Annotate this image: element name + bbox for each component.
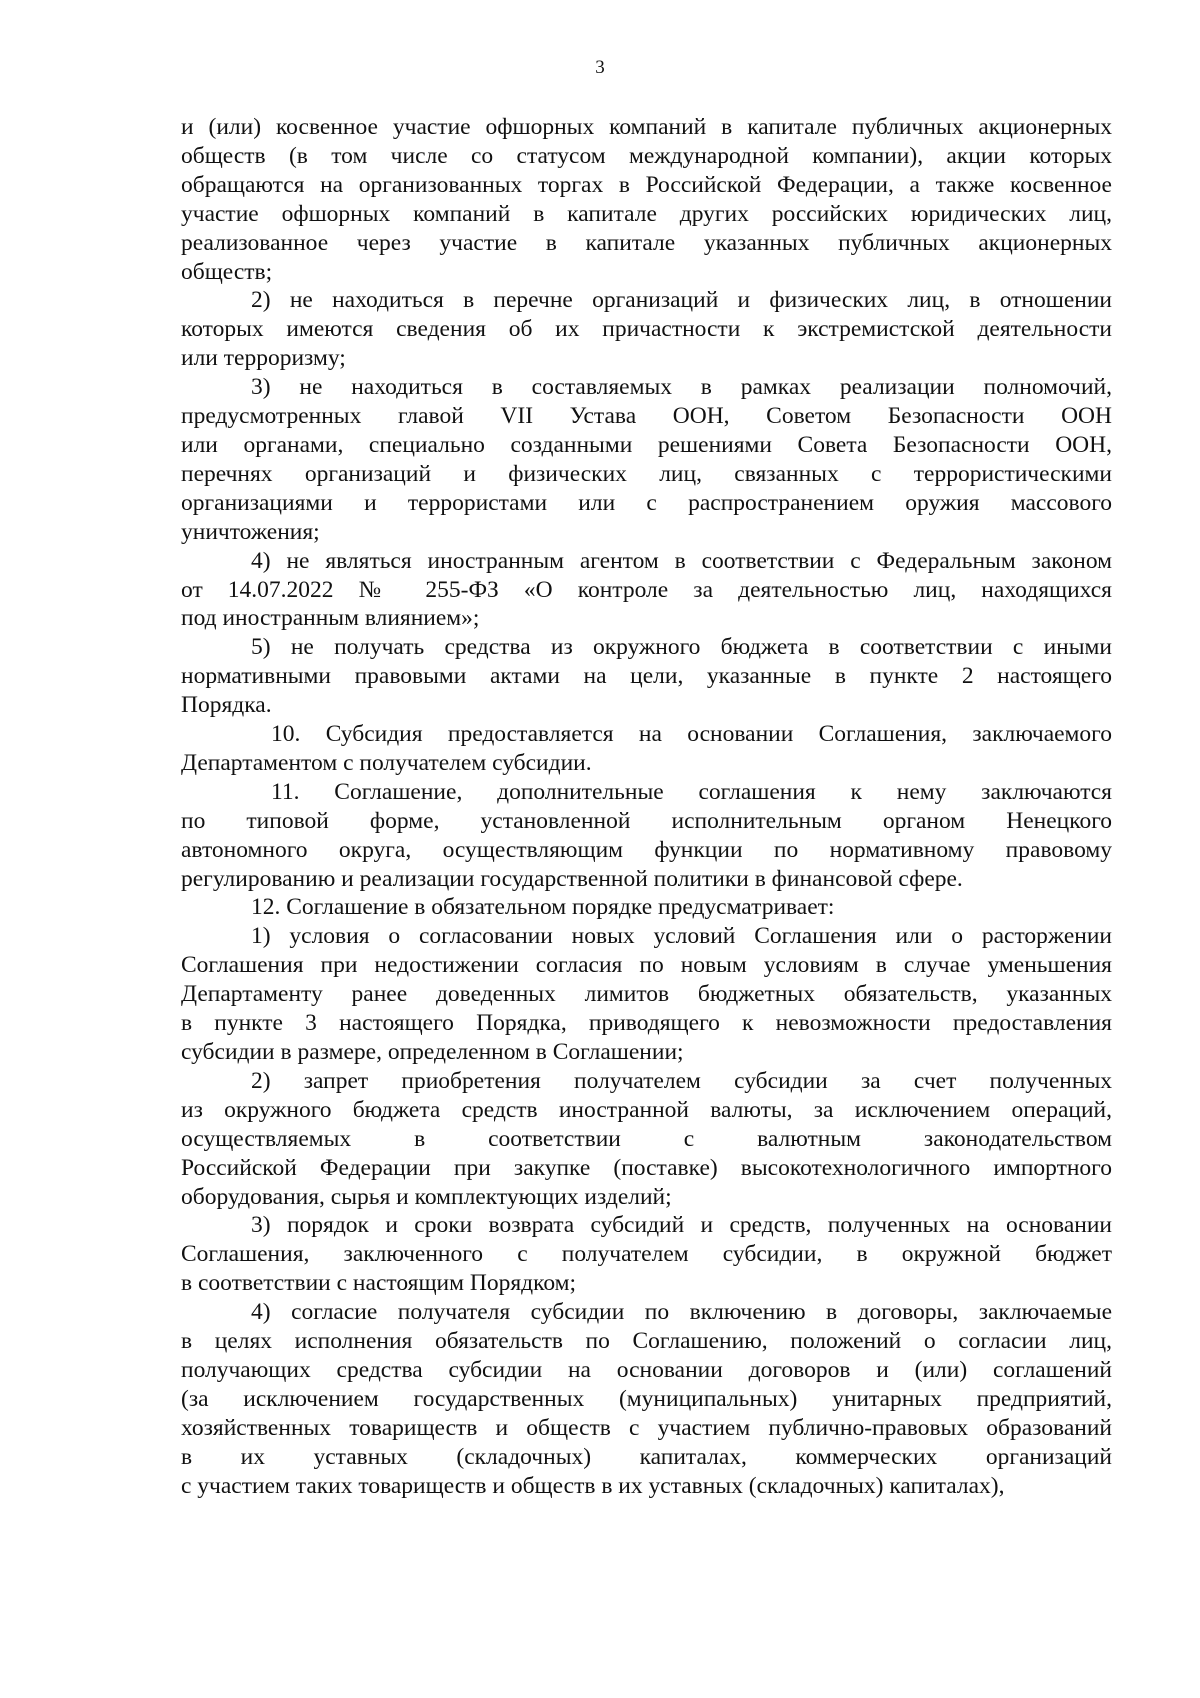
- text-line: или терроризму;: [181, 345, 346, 372]
- text-line: субсидии в размере, определенном в Соглашении;: [181, 1039, 684, 1065]
- document-body: [181, 113, 1112, 1501]
- paragraph: [181, 778, 1112, 894]
- paragraph: [181, 720, 1112, 778]
- text-line: участие офшорных компаний в капитале других российских юридических лиц,: [181, 200, 1112, 227]
- text-line: (за исключением государственных (муниципальных) унитарных предприятий,: [181, 1385, 1112, 1412]
- text-line: Соглашения, заключенного с получателем субсидии, в окружной бюджет: [181, 1241, 1112, 1268]
- text-line: 5) не получать средства из окружного бюджета в соответствии с иными: [251, 634, 1112, 661]
- paragraph: [181, 1067, 1112, 1212]
- text-line: осуществляемых в соответствии с валютным законодательством: [181, 1125, 1112, 1152]
- text-line: в пункте 3 настоящего Порядка, приводящего к невозможности предоставления: [181, 1010, 1112, 1037]
- text-line: по типовой форме, установленной исполнительным органом Ненецкого: [181, 807, 1112, 834]
- text-line: 2) не находиться в перечне организаций и физических лиц, в отношении: [251, 287, 1112, 314]
- paragraph: [181, 922, 1112, 1067]
- text-line: хозяйственных товариществ и обществ с участием публично-правовых образований: [181, 1414, 1112, 1441]
- text-line: регулированию и реализации государственной политики в финансовой сфере.: [181, 865, 963, 892]
- text-line: Российской Федерации при закупке (поставке) высокотехнологичного импортного: [181, 1154, 1112, 1181]
- text-line: уничтожения;: [181, 518, 320, 545]
- paragraph: [181, 1298, 1112, 1500]
- text-line: организациями и террористами или с распространением оружия массового: [181, 489, 1112, 516]
- text-line: перечнях организаций и физических лиц, связанных с террористическими: [181, 460, 1112, 487]
- text-line: в соответствии с настоящим Порядком;: [181, 1270, 577, 1297]
- paragraph: [181, 633, 1112, 720]
- text-line: под иностранным влиянием»;: [181, 605, 480, 632]
- paragraph: [181, 286, 1112, 373]
- text-line: в их уставных (складочных) капиталах, коммерческих организаций: [181, 1443, 1112, 1470]
- text-line: 4) не являться иностранным агентом в соответствии с Федеральным законом: [251, 547, 1112, 574]
- text-line: обращаются на организованных торгах в Российской Федерации, а также косвенное: [181, 171, 1112, 198]
- text-line: 12. Соглашение в обязательном порядке предусматривает:: [251, 894, 835, 921]
- text-line: или органами, специально созданными решениями Совета Безопасности ООН,: [181, 431, 1112, 458]
- text-line: получающих средства субсидии на основании договоров и (или) соглашений: [181, 1356, 1112, 1383]
- text-line: 3) не находиться в составляемых в рамках реализации полномочий,: [251, 374, 1112, 401]
- text-line: 4) согласие получателя субсидии по включению в договоры, заключаемые: [251, 1299, 1112, 1326]
- text-line: Департаменту ранее доведенных лимитов бюджетных обязательств, указанных: [181, 981, 1112, 1008]
- text-line: 3) порядок и сроки возврата субсидий и средств, полученных на основании: [251, 1212, 1112, 1239]
- text-line: 11. Соглашение, дополнительные соглашения к нему заключаются: [271, 778, 1112, 805]
- text-line: из окружного бюджета средств иностранной валюты, за исключением операций,: [181, 1096, 1112, 1123]
- text-line: нормативными правовыми актами на цели, указанные в пункте 2 настоящего: [181, 663, 1112, 690]
- paragraph: [181, 547, 1112, 634]
- text-line: с участием таких товариществ и обществ в их уставных (складочных) капиталах),: [181, 1472, 1005, 1499]
- text-line: обществ (в том числе со статусом международной компании), акции которых: [181, 142, 1112, 169]
- text-line: Департаментом с получателем субсидии.: [181, 749, 592, 776]
- text-line: в целях исполнения обязательств по Соглашению, положений о согласии лиц,: [181, 1328, 1112, 1355]
- text-line: и (или) косвенное участие офшорных компаний в капитале публичных акционерных: [181, 114, 1112, 140]
- text-line: 10. Субсидия предоставляется на основании Соглашения, заключаемого: [271, 721, 1112, 748]
- paragraph: [181, 113, 1112, 286]
- text-line: оборудования, сырья и комплектующих изделий;: [181, 1183, 672, 1210]
- text-line: 2) запрет приобретения получателем субсидии за счет полученных: [251, 1067, 1112, 1094]
- text-line: предусмотренных главой VII Устава ООН, Советом Безопасности ООН: [181, 403, 1112, 430]
- text-line: Порядка.: [181, 692, 272, 719]
- text-line: от 14.07.2022 № 255-ФЗ «О контроле за деятельностью лиц, находящихся: [181, 576, 1112, 603]
- paragraph: [181, 1211, 1112, 1298]
- page-number: 3: [595, 57, 605, 78]
- paragraph: [181, 373, 1112, 546]
- paragraph: [181, 893, 1112, 922]
- text-line: 1) условия о согласовании новых условий Соглашения или о расторжении: [251, 923, 1112, 950]
- text-line: обществ;: [181, 258, 273, 285]
- text-line: реализованное через участие в капитале указанных публичных акционерных: [181, 229, 1112, 256]
- text-line: Соглашения при недостижении согласия по новым условиям в случае уменьшения: [181, 952, 1112, 979]
- text-line: автономного округа, осуществляющим функции по нормативному правовому: [181, 836, 1112, 863]
- text-line: которых имеются сведения об их причастности к экстремистской деятельности: [181, 316, 1112, 343]
